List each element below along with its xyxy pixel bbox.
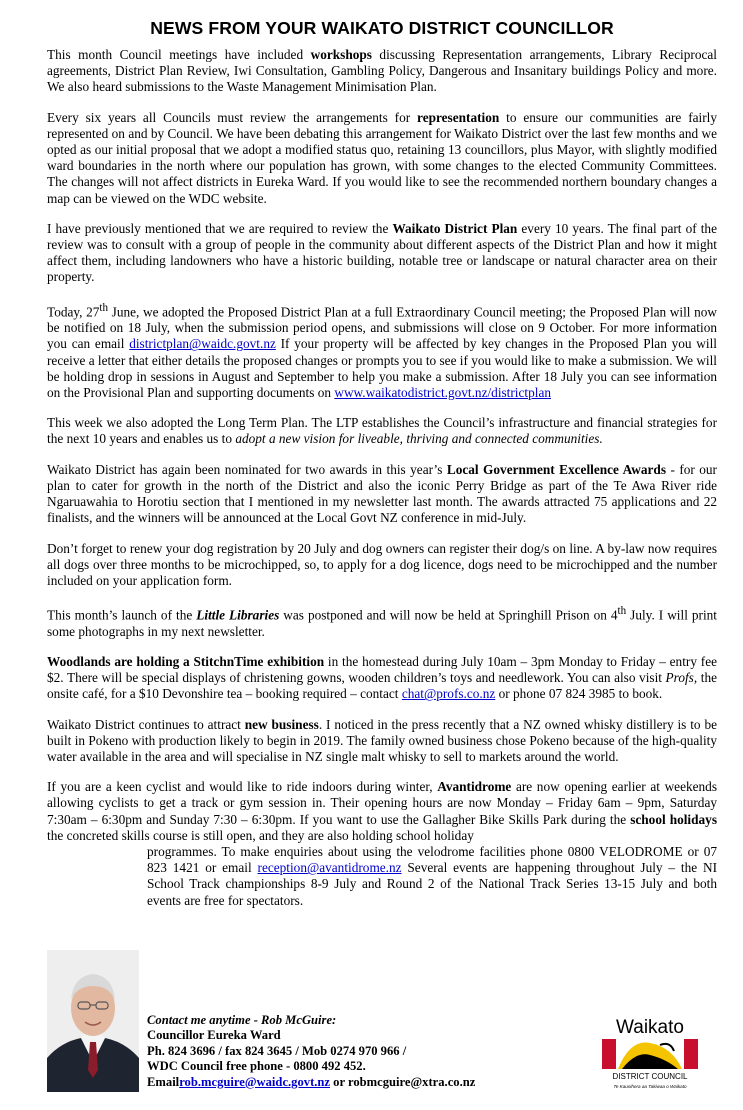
contact-freephone: WDC Council free phone - 0800 492 452.	[147, 1059, 366, 1074]
logo-image	[600, 1013, 700, 1091]
councillor-email-link[interactable]: rob.mcguire@waidc.govt.nz	[179, 1074, 331, 1089]
contact-heading: Contact me anytime - Rob McGuire:	[147, 1013, 337, 1027]
waikato-logo	[600, 1013, 700, 1091]
paragraph-workshops: This month Council meetings have included workshops discussing Representation arrangements, Library Reciprocal agreements, District Plan Review, Iwi Consultation, Gambling Policy, Dangerous and Insanitary buildings Policy and more. We also heard submissions to the Waste Management Minimisation Plan.	[47, 47, 717, 95]
paragraph-representation: Every six years all Councils must review the arrangements for representation to ensure our communities are fairly represented on and by Council. We have been debating this arrangement for Waikato District over the last few months and we opted as our initial proposal that we adopt a modified status quo, retaining 13 councillors, plus Mayor, with slightly modified ward boundaries in the north where our population has grown, with some changes to the elected Community Committees. The changes will not affect districts in Eureka Ward. If you would like to see the recommended northern boundary changes a map can be viewed on the WDC website.	[47, 109, 718, 206]
page-title: NEWS FROM YOUR WAIKATO DISTRICT COUNCILLOR	[150, 18, 614, 38]
paragraph-velodrome: programmes. To make enquiries about using the velodrome facilities phone 0800 VELODROME or 07 823 1421 or email reception@avantidrome.nz Several events are happening throughout July – the NI School Track championships 8-9 July and Round 2 of the National Track Series 13-15 July and both events are free for spectators.	[147, 843, 718, 908]
paragraph-new-business: Waikato District continues to attract new business. I noticed in the press recently that a NZ owned whisky distillery is to be built in Pokeno with production likely to begin in 2019. The family owned business chose Pokeno because of the high-quality water available in the area and will specialise in NZ single malt whisky to sell to markets around the world.	[47, 716, 717, 764]
paragraph-long-term-plan: This week we also adopted the Long Term Plan. The LTP establishes the Council’s infrastructure and financial strategies for the next 10 years and enables us to adopt a new vision for liveable, thriving and connected communities.	[47, 415, 717, 447]
paragraph-dog-registration: Don’t forget to renew your dog registration by 20 July and dog owners can register their dog/s on line. A by-law now requires all dogs over three months to be microchipped, so, to apply for a dog licence, dogs need to be microchipped and the number included on your application form.	[47, 540, 717, 588]
portrait-image	[47, 950, 139, 1092]
paragraph-little-libraries: This month’s launch of the Little Libraries was postponed and will now be held at Springhill Prison on 4th July. I will print some photographs in my next newsletter.	[47, 605, 717, 639]
logo-word: Waikato	[616, 1017, 684, 1038]
newsletter	[47, 18, 717, 909]
paragraph-district-plan: I have previously mentioned that we are required to review the Waikato District Plan every 10 years. The final part of the review was to consult with a group of people in the community about different aspects of the District Plan and how it might affect them, including landowners who have a historic building, notable tree or landscape or natural character area on their property.	[47, 220, 717, 285]
contact-phones: Ph. 824 3696 / fax 824 3645 / Mob 0274 970 966 /	[147, 1043, 407, 1058]
paragraph-proposed-plan: Today, 27th June, we adopted the Proposed District Plan at a full Extraordinary Council meeting; the Proposed Plan will now be notified on 18 July, when the submission period opens, and submissions will close on 9 October. For more information you can email districtplan@waidc.govt.nz If your property will be affected by key changes in the Proposed Plan you will receive a letter that either details the proposed changes or prompts you to see if you would like to make a submission. We will be holding drop in sessions in August and September to help you make a submission. After 18 July you can see information on the Provisional Plan and supporting documents on www.waikatodistrict.govt.nz/districtplan	[47, 301, 718, 401]
districtplan-website-link[interactable]: www.waikatodistrict.govt.nz/districtplan	[334, 385, 551, 401]
logo-subtitle: DISTRICT COUNCIL	[612, 1072, 688, 1081]
avantidrome-email-link[interactable]: reception@avantidrome.nz	[257, 860, 402, 876]
contact-role: Councillor Eureka Ward	[147, 1028, 281, 1043]
contact-emails: Emailrob.mcguire@waidc.govt.nz or robmcguire@xtra.co.nz	[147, 1074, 476, 1089]
paragraph-awards: Waikato District has again been nominated for two awards in this year’s Local Government Excellence Awards - for our plan to cater for growth in the north of the District and also the iconic Perry Bridge as part of the Te Awa River ride Ngaruawahia to Horotiu section that I mentioned in my newsletter last month. The awards attracted 75 applications and 22 finalists, and the winners will be announced at the Local Govt NZ conference in mid-July.	[47, 461, 717, 526]
paragraph-avantidrome: If you are a keen cyclist and would like to ride indoors during winter, Avantidrome are now opening earlier at weekends allowing cyclists to get a track or gym session in. Their opening hours are now Monday – Friday 6am – 9pm, Saturday 7:30am – 6:30pm and Sunday 7:30 – 6:30pm. If you want to use the Gallagher Bike Skills Park during the school holidays the concreted skills course is still open, and they are also holding school holiday	[47, 779, 717, 843]
contact-block	[147, 1013, 475, 1090]
districtplan-email-link[interactable]: districtplan@waidc.govt.nz	[129, 336, 276, 352]
logo-maori: Te Kaunihera aa Takiwaa o Waikato	[613, 1084, 687, 1089]
councillor-photo	[47, 950, 139, 1092]
paragraph-woodlands: Woodlands are holding a StitchnTime exhibition in the homestead during July 10am – 3pm Monday to Friday – entry fee $2. There will be special displays of christening gowns, wooden children’s toys and needlework. You can also visit Profs, the onsite café, for a $10 Devonshire tea – booking required – contact chat@profs.co.nz or phone 07 824 3985 to book.	[47, 653, 717, 702]
profs-email-link[interactable]: chat@profs.co.nz	[401, 686, 496, 702]
